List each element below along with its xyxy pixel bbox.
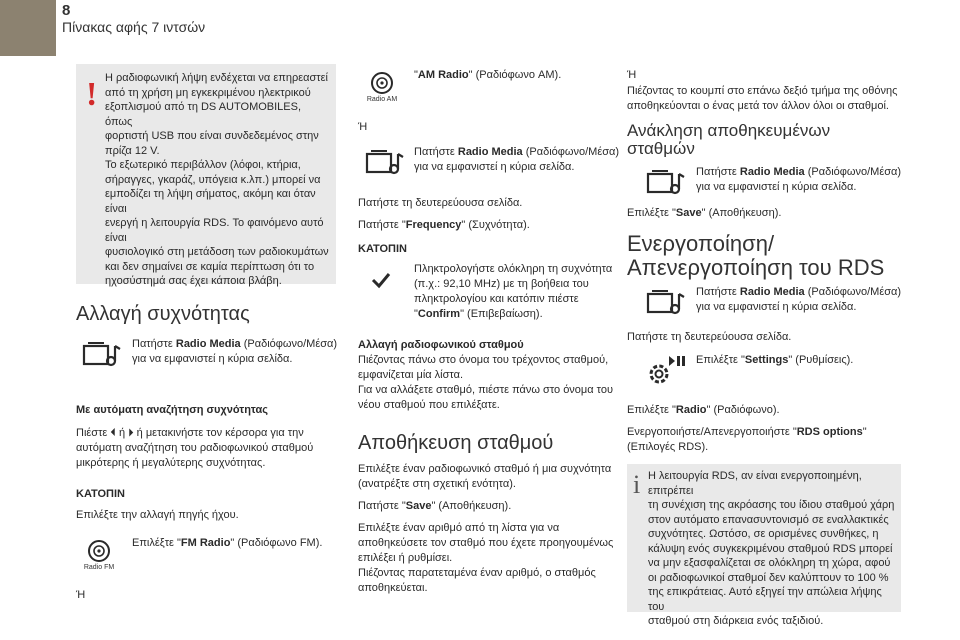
info-text: Η λειτουργία RDS, αν είναι ενεργοποιημένη, επιτρέπει τη συνέχιση της ακρόασης του ίδιου σταθμού χάρη στον αυτόματο επανασυντονισμό σε εναλλακτικές συχνότητες. Ωστόσο, σε ορισμένες συνθήκες, η κάλυψη ενός συγκεκριμένου σταθμού RDS μπορεί να μην εξασφαλίζεται σε ολόκληρη τη χώρα, αφού οι ραδιοφωνικοί σταθμοί δεν καλύπτουν το 100 % της επικράτειας. Αυτό εξηγεί την απώλεια λήψης του σταθμού στη διάρκεια ενός ταξιδιού. — [648, 470, 895, 627]
change-station-line1: Πιέζοντας πάνω στο όνομα του τρέχοντος σταθμού, — [358, 354, 609, 366]
info-icon: i — [633, 470, 641, 499]
select-radio: Επιλέξτε "Radio" (Ραδιόφωνο). — [627, 404, 780, 416]
radio-media-icon — [644, 288, 688, 318]
number-line4: Πιέζοντας παρατεταμένα έναν αριθμό, ο σταθμός — [358, 567, 596, 579]
choose-source-text: Επιλέξτε την αλλαγή πηγής ήχου. — [76, 509, 239, 521]
change-station-line3: Για να αλλάξετε σταθμό, πιέστε πάνω στο όνομα του — [358, 384, 614, 396]
col1-press-radio-media: Πατήστε Radio Media (Ραδιόφωνο/Μέσα) — [132, 338, 338, 350]
rds-options-text: Ενεργοποιήστε/Απενεργοποιήστε "RDS options" — [627, 426, 867, 438]
col3-press2-radio-media: Πατήστε Radio Media (Ραδιόφωνο/Μέσα) — [696, 286, 902, 298]
col3-press2-line2: για να εμφανιστεί η κύρια σελίδα. — [696, 301, 857, 313]
page-number: 8 — [62, 2, 71, 19]
then-label: ΚΑΤΟΠΙΝ — [76, 488, 125, 500]
radio-media-icon — [363, 148, 407, 178]
number-line2: αποθηκεύσετε τον σταθμό που έχετε προηγουμένως — [358, 537, 614, 549]
type-freq-line1: Πληκτρολογήστε ολόκληρη τη συχνότητα — [414, 263, 613, 275]
auto-search-line1: Πιέστε ⏴ ή ⏵ ή μετακινήστε τον κέρσορα για την — [76, 427, 304, 439]
col2-secondary-page: Πατήστε τη δευτερεύουσα σελίδα. — [358, 197, 523, 209]
confirm-text: "Confirm" (Επιβεβαίωση). — [414, 308, 543, 320]
save-line1: Επιλέξτε έναν ραδιοφωνικό σταθμό ή μια συχνότητα — [358, 463, 612, 475]
heading-recall-stations: Ανάκληση αποθηκευμένων σταθμών — [627, 121, 831, 158]
press-save: Πατήστε "Save" (Αποθήκευση). — [358, 500, 512, 512]
section-title: Πίνακας αφής 7 ιντσών — [62, 19, 206, 35]
save-line2: (ανατρέξτε στη σχετική ενότητα). — [358, 478, 516, 490]
corner-tab — [0, 0, 56, 56]
exclamation-icon: ! — [86, 76, 98, 113]
auto-search-line3: μικρότερης ή μεγαλύτερης συχνότητας. — [76, 457, 266, 469]
col2-press-radio-media: Πατήστε Radio Media (Ραδιόφωνο/Μέσα) — [414, 146, 620, 158]
settings-gear-icon — [644, 352, 688, 388]
radio-media-icon — [80, 340, 124, 370]
type-freq-line3: πληκτρολογίου και κατόπιν πιέστε — [414, 293, 579, 305]
press-frequency: Πατήστε "Frequency" (Συχνότητα). — [358, 219, 530, 231]
col3-press-line2: για να εμφανιστεί η κύρια σελίδα. — [696, 181, 857, 193]
auto-search-line2: αυτόματη αναζήτηση του ραδιοφωνικού σταθμού — [76, 442, 314, 454]
subheading-change-station: Αλλαγή ραδιοφωνικού σταθμού — [358, 339, 524, 351]
radio-fm-icon — [86, 538, 112, 564]
rds-options-line2: (Επιλογές RDS). — [627, 441, 709, 453]
info-box — [627, 464, 901, 627]
am-radio-text: "AM Radio" (Ραδιόφωνο AM). — [414, 69, 562, 81]
save-all-line2: αποθηκεύονται ο ένας μετά τον άλλον όλοι οι σταθμοί. — [627, 100, 889, 112]
or-label-1: Ή — [76, 589, 86, 601]
col2-press-line2: για να εμφανιστεί η κύρια σελίδα. — [414, 161, 575, 173]
type-freq-line2: (π.χ.: 92,10 MHz) με τη βοήθεια του — [414, 278, 589, 290]
or-label-2: Ή — [358, 121, 368, 133]
col3-secondary-page: Πατήστε τη δευτερεύουσα σελίδα. — [627, 331, 792, 343]
warning-text: Η ραδιοφωνική λήψη ενδέχεται να επηρεαστεί από τη χρήση μη εγκεκριμένου ηλεκτρικού εξοπλισμού από τη DS AUTOMOBILES, όπως φορτιστή USB που είναι συνδεδεμένος στην πρίζα 12 V. Το εξωτερικό περιβάλλον (λόφοι, κτήρια, σήραγγες, γκαράζ, υπόγεια κ.λπ.) μπορεί να εμποδίζει τη λήψη σήματος, ακόμη και όταν είναι ενεργή η λειτουργία RDS. Το φαινόμενο αυτό είναι φυσιολογικό στη μετάδοση των ραδιοκυμάτων και δεν σημαίνει σε καμία περίπτωση ότι το ηχοσύστημά σας έχει κάποια βλάβη. — [105, 72, 329, 287]
radio-fm-label: Radio FM — [83, 564, 115, 571]
save-all-line1: Πιέζοντας το κουμπί στο επάνω δεξιό τμήμα της οθόνης — [627, 85, 898, 97]
change-station-line4: νέου σταθμού που επιλέξατε. — [358, 399, 500, 411]
change-station-line2: εμφανίζεται μία λίστα. — [358, 369, 464, 381]
checkmark-icon — [370, 270, 392, 290]
col3-press-radio-media: Πατήστε Radio Media (Ραδιόφωνο/Μέσα) — [696, 166, 902, 178]
heading-rds: Ενεργοποίηση/ Απενεργοποίηση του RDS — [627, 231, 885, 280]
select-settings: Επιλέξτε "Settings" (Ρυθμίσεις). — [696, 354, 854, 366]
number-line5: αποθηκεύεται. — [358, 582, 428, 594]
or-label-3: Ή — [627, 69, 637, 81]
heading-save-station: Αποθήκευση σταθμού — [358, 432, 554, 454]
number-line1: Επιλέξτε έναν αριθμό από τη λίστα για να — [358, 522, 560, 534]
subheading-auto-search: Με αυτόματη αναζήτηση συχνότητας — [76, 404, 269, 416]
then-label-2: ΚΑΤΟΠΙΝ — [358, 243, 407, 255]
radio-am-label: Radio AM — [366, 96, 398, 103]
radio-am-icon — [369, 70, 395, 96]
radio-media-icon — [644, 168, 688, 198]
select-fm-radio: Επιλέξτε "FM Radio" (Ραδιόφωνο FM). — [132, 537, 323, 549]
col1-press-line2: για να εμφανιστεί η κύρια σελίδα. — [132, 353, 293, 365]
number-line3: επιλέξει ή ρυθμίσει. — [358, 552, 453, 564]
warning-box — [76, 64, 336, 287]
select-save: Επιλέξτε "Save" (Αποθήκευση). — [627, 207, 782, 219]
heading-change-frequency: Αλλαγή συχνότητας — [76, 303, 250, 325]
